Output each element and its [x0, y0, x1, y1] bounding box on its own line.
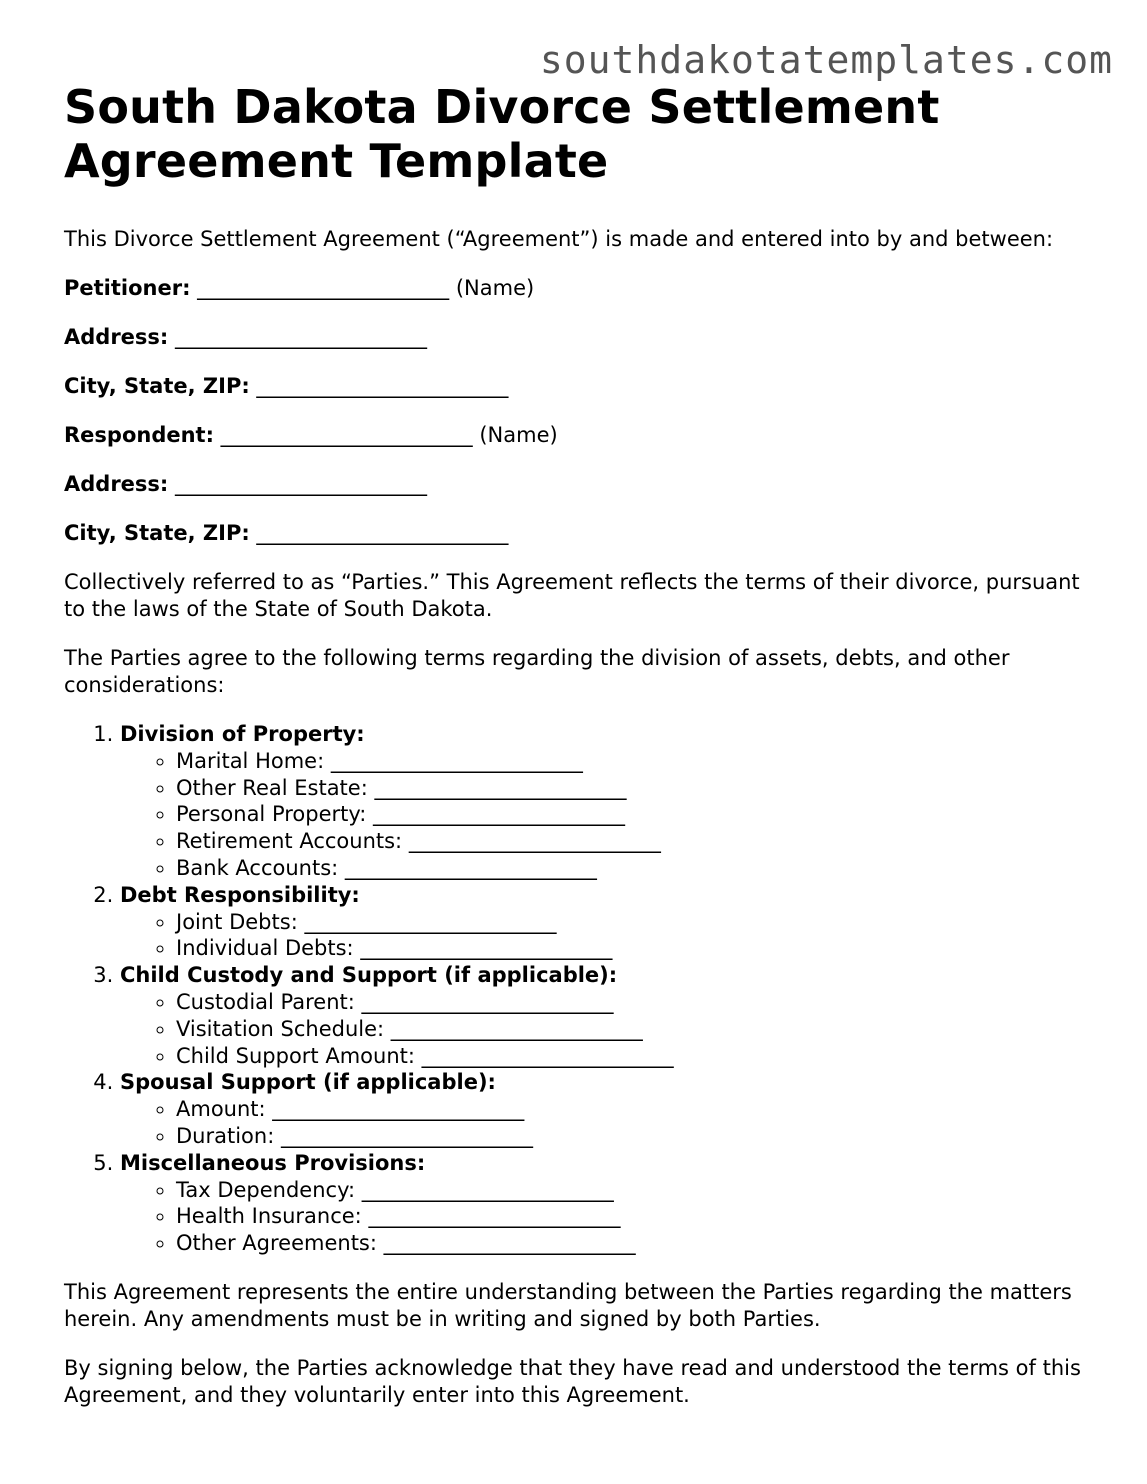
terms-intro-paragraph: The Parties agree to the following terms regarding the division of assets, debts, and other considerations:	[64, 646, 1010, 697]
petitioner-suffix: (Name)	[455, 276, 535, 300]
watermark: southdakotatemplates.com	[539, 38, 1113, 82]
sub-list	[120, 909, 1094, 963]
petitioner-address-blank[interactable]: ________________________	[175, 325, 428, 349]
petitioner-city-field	[64, 373, 1094, 400]
section-child-custody	[120, 962, 1094, 1069]
list-item: ◦ Bank Accounts: ________________________	[176, 855, 1094, 882]
section-title: Division of Property:	[120, 722, 365, 746]
section-title: Spousal Support (if applicable):	[120, 1070, 496, 1095]
list-item: ◦ Visitation Schedule: ________________________	[176, 1016, 1094, 1043]
respondent-blank[interactable]: ________________________	[220, 423, 473, 447]
sub-list	[120, 989, 1094, 1069]
answer-blank[interactable]: ________________________	[280, 1123, 533, 1148]
section-title: Child Custody and Support (if applicable):	[120, 963, 618, 988]
answer-blank[interactable]: ________________________	[390, 1016, 643, 1041]
address-label: Address:	[64, 472, 169, 496]
answer-blank[interactable]: ________________________	[272, 1097, 525, 1122]
respondent-address-blank[interactable]: ________________________	[175, 472, 428, 496]
collective-paragraph: Collectively referred to as “Parties.” This Agreement reflects the terms of their divorce, pursuant to the laws of the State of South Dakota.	[64, 570, 1080, 621]
section-title: Miscellaneous Provisions:	[120, 1150, 426, 1175]
city-state-zip-label: City, State, ZIP:	[64, 374, 250, 398]
sub-list	[120, 748, 1094, 882]
answer-blank[interactable]: ________________________	[361, 989, 614, 1014]
respondent-field	[64, 422, 1094, 449]
petitioner-address-field	[64, 324, 1094, 351]
sub-list	[120, 1096, 1094, 1150]
list-item: ◦ Child Support Amount: ________________________	[176, 1043, 1094, 1070]
petitioner-label: Petitioner:	[64, 276, 191, 300]
section-debt-responsibility	[120, 882, 1094, 962]
answer-blank[interactable]: ________________________	[374, 775, 627, 800]
list-item: ◦ Tax Dependency: ________________________	[176, 1177, 1094, 1204]
list-item: ◦ Other Agreements: ________________________	[176, 1230, 1094, 1257]
respondent-city-blank[interactable]: ________________________	[256, 521, 509, 545]
list-item: ◦ Duration: ________________________	[176, 1123, 1094, 1150]
answer-blank[interactable]: ________________________	[361, 1177, 614, 1202]
list-item: ◦ Health Insurance: ________________________	[176, 1203, 1094, 1230]
list-item: ◦ Custodial Parent: ________________________	[176, 989, 1094, 1016]
petitioner-field	[64, 275, 1094, 302]
list-item: ◦ Amount: ________________________	[176, 1096, 1094, 1123]
answer-blank[interactable]: ________________________	[304, 909, 557, 934]
section-title: Debt Responsibility:	[120, 882, 360, 907]
address-label: Address:	[64, 325, 169, 349]
petitioner-city-blank[interactable]: ________________________	[256, 374, 509, 398]
section-division-of-property	[120, 721, 1094, 882]
answer-blank[interactable]: ________________________	[373, 802, 626, 827]
section-spousal-support	[120, 1069, 1094, 1149]
respondent-address-field	[64, 471, 1094, 498]
list-item: ◦ Individual Debts: ________________________	[176, 935, 1094, 962]
list-item: ◦ Marital Home: ________________________	[176, 748, 1094, 775]
answer-blank[interactable]: ________________________	[360, 936, 613, 961]
answer-blank[interactable]: ________________________	[344, 855, 597, 880]
answer-blank[interactable]: ________________________	[330, 748, 583, 773]
terms-list	[64, 721, 1094, 1257]
answer-blank[interactable]: ________________________	[408, 829, 661, 854]
list-item: ◦ Retirement Accounts: ________________________	[176, 828, 1094, 855]
document-page	[64, 80, 1094, 1409]
respondent-city-field	[64, 520, 1094, 547]
section-miscellaneous	[120, 1150, 1094, 1257]
closing-paragraph-1: This Agreement represents the entire understanding between the Parties regarding the matters herein. Any amendments must be in writing and signed by both Parties.	[64, 1279, 1072, 1331]
petitioner-blank[interactable]: ________________________	[197, 276, 450, 300]
intro-paragraph: This Divorce Settlement Agreement (“Agreement”) is made and entered into by and between:	[64, 227, 1054, 251]
list-item: ◦ Other Real Estate: ________________________	[176, 775, 1094, 802]
closing-paragraph-2: By signing below, the Parties acknowledge that they have read and understood the terms of this Agreement, and they voluntarily enter into this Agreement.	[64, 1355, 1081, 1407]
answer-blank[interactable]: ________________________	[421, 1043, 674, 1068]
page-title: South Dakota Divorce Settlement Agreement Template	[64, 80, 940, 188]
list-item: ◦ Personal Property: ________________________	[176, 801, 1094, 828]
respondent-suffix: (Name)	[479, 423, 558, 447]
respondent-label: Respondent:	[64, 423, 214, 447]
list-item: ◦ Joint Debts: ________________________	[176, 909, 1094, 936]
answer-blank[interactable]: ________________________	[368, 1204, 621, 1229]
city-state-zip-label: City, State, ZIP:	[64, 521, 250, 545]
sub-list	[120, 1177, 1094, 1257]
answer-blank[interactable]: ________________________	[383, 1231, 636, 1256]
